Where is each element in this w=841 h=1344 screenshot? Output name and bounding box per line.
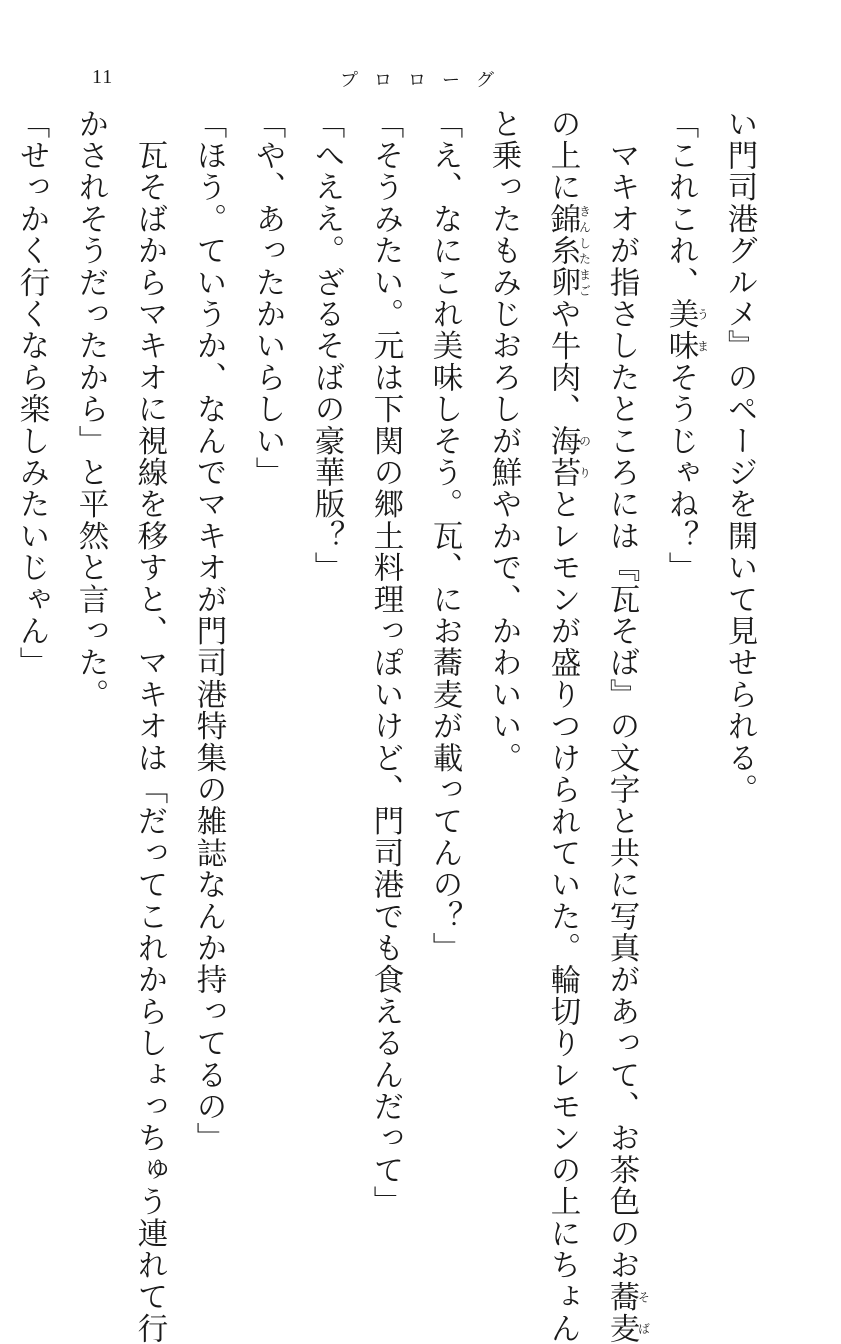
novel-body-text: [14, 108, 769, 1344]
text-line: [592, 108, 651, 1344]
furigana-reading: のり: [577, 425, 592, 489]
text-line: [238, 108, 297, 1128]
furigana-base: 海苔: [545, 425, 580, 489]
text-segment: 「え、なにこれ美味しそう。瓦、にお蕎麦が載ってんの？」: [427, 108, 462, 964]
text-line: [297, 108, 356, 1128]
text-segment: マキオが指さしたところには『瓦そば』の文字と共に写真があって、お茶色のお: [604, 108, 639, 1281]
furigana-word: [545, 203, 592, 299]
furigana-reading: きんしたまご: [577, 203, 592, 299]
furigana-base: 錦糸卵: [545, 203, 580, 299]
text-segment: 「そうみたい。元は下関の郷土料理っぽいけど、門司港でも食えるんだって」: [368, 108, 403, 1218]
text-line: [415, 108, 474, 1128]
text-line: [710, 108, 769, 1128]
furigana-word: [604, 1280, 651, 1344]
text-line: [61, 108, 120, 1128]
text-segment: そうじゃね？」: [663, 361, 698, 584]
text-segment: 瓦そばからマキオに視線を移すと、マキオは「だってこれからしょっちゅう連れて行: [132, 108, 167, 1344]
text-segment: い門司港グルメ』のページを開いて見せられる。: [722, 108, 757, 806]
furigana-base: 蕎麦: [604, 1280, 639, 1344]
text-line: [2, 108, 61, 1128]
text-line: [120, 108, 179, 1344]
text-segment: 「へええ。ざるそばの豪華版？」: [309, 108, 344, 584]
text-line: [474, 108, 533, 1128]
text-line: [179, 108, 238, 1155]
text-segment: 「ほう。ていうか、なんでマキオが門司港特集の雑誌なんか持ってるの」: [191, 108, 226, 1155]
text-line: [0, 108, 2, 1128]
furigana-reading: そば: [636, 1280, 651, 1344]
text-segment: や牛肉、: [545, 298, 580, 426]
text-segment: とレモンが盛りつけられていた。輪切りレモンの上にちょん: [545, 488, 580, 1344]
furigana-word: [663, 298, 710, 362]
text-segment: 「これこれ、: [663, 108, 698, 299]
text-segment: の上に: [545, 108, 580, 204]
furigana-word: [545, 425, 592, 489]
furigana-base: 美味: [663, 298, 698, 362]
text-segment: 「せっかく行くなら楽しみたいじゃん」: [14, 108, 49, 679]
text-segment: と乗ったもみじおろしが鮮やかで、かわいい。: [486, 108, 521, 774]
text-line: [356, 108, 415, 1218]
text-segment: 「や、あったかいらしい」: [250, 108, 285, 489]
page-number: 11: [92, 66, 114, 88]
furigana-reading: うま: [695, 298, 710, 362]
text-line: [533, 108, 592, 1344]
text-line: [651, 108, 710, 1128]
text-segment: かされそうだったから」と平然と言った。: [73, 108, 108, 711]
running-header-title: プロローグ: [340, 70, 510, 91]
